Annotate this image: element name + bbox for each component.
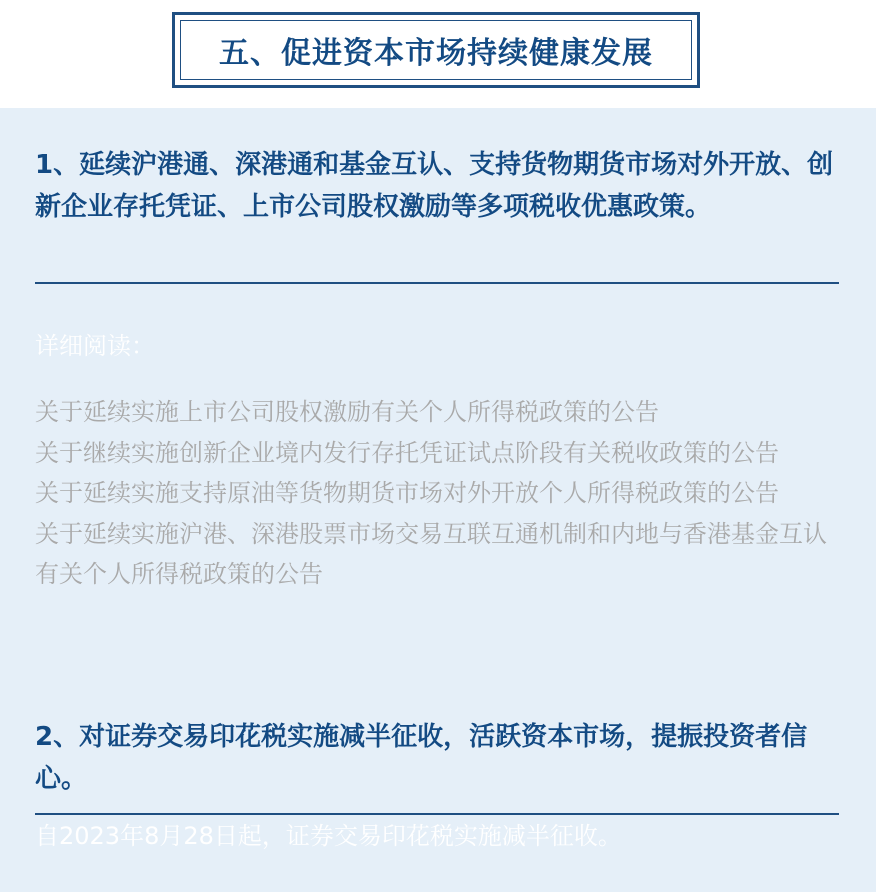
header xyxy=(0,0,876,108)
title-frame xyxy=(172,12,700,88)
section-1-divider xyxy=(35,282,839,284)
title-inner-frame xyxy=(180,20,692,80)
read-more-label: 详细阅读： xyxy=(35,332,155,360)
page-title: 五、促进资本市场持续健康发展 xyxy=(219,36,653,71)
policy-link[interactable]: 关于延续实施上市公司股权激励有关个人所得税政策的公告 xyxy=(35,398,659,426)
section-2-divider xyxy=(35,813,839,815)
section-2-heading: 2、对证券交易印花税实施减半征收，活跃资本市场，提振投资者信心。 xyxy=(35,722,808,794)
section-2-note: 自2023年8月28日起，证券交易印花税实施减半征收。 xyxy=(35,822,622,850)
section-1-heading: 1、延续沪港通、深港通和基金互认、支持货物期货市场对外开放、创新企业存托凭证、上市公司股权激励等多项税收优惠政策。 xyxy=(35,150,834,222)
policy-link[interactable]: 关于延续实施沪港、深港股票市场交易互联互通机制和内地与香港基金互认有关个人所得税政策的公告 xyxy=(35,519,827,588)
policy-link-list xyxy=(35,392,841,595)
policy-link[interactable]: 关于延续实施支持原油等货物期货市场对外开放个人所得税政策的公告 xyxy=(35,479,779,507)
policy-link[interactable]: 关于继续实施创新企业境内发行存托凭证试点阶段有关税收政策的公告 xyxy=(35,438,779,467)
